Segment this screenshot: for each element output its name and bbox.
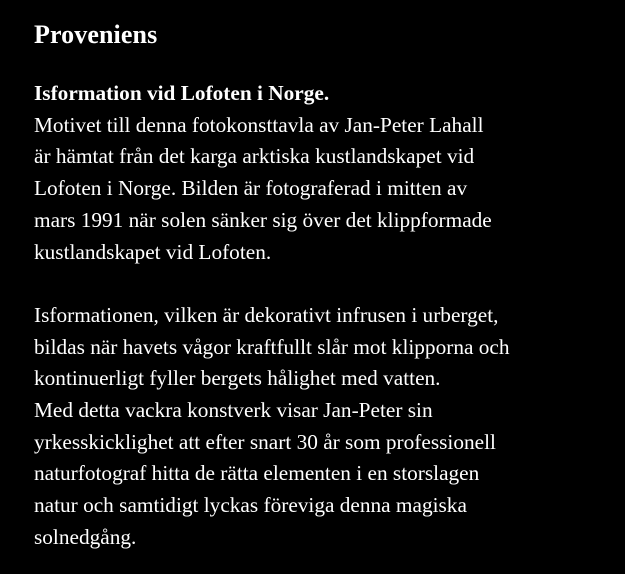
subtitle: Isformation vid Lofoten i Norge. (34, 81, 330, 105)
text-line: naturfotograf hitta de rätta elementen i en storslagen (34, 461, 480, 486)
text-line: kustlandskapet vid Lofoten. (34, 239, 272, 264)
text-line: natur och samtidigt lyckas föreviga denna magiska (34, 493, 467, 518)
text-line: Lofoten i Norge. Bilden är fotograferad i mitten av (34, 176, 468, 201)
text-line: solnedgång. (34, 524, 137, 549)
text-line: mars 1991 när solen sänker sig över det klippformade (34, 207, 492, 232)
text-line: är hämtat från det karga arktiska kustlandskapet vid (34, 144, 475, 169)
text-line: Med detta vackra konstverk visar Jan-Peter sin (34, 398, 433, 423)
paragraph-motif (34, 110, 605, 269)
paragraph-gap (34, 268, 605, 300)
text-line: Isformationen, vilken är dekorativt infrusen i urberget, (34, 302, 499, 327)
provenance-text (34, 78, 605, 554)
paragraph-ice-formation (34, 300, 605, 554)
page-title: Proveniens (34, 20, 158, 49)
text-line: yrkesskicklighet att efter snart 30 år som professionell (34, 429, 496, 454)
text-line: Motivet till denna fotokonsttavla av Jan-Peter Lahall (34, 112, 484, 137)
text-line: bildas när havets vågor kraftfullt slår mot klipporna och (34, 334, 510, 359)
text-line: kontinuerligt fyller bergets hålighet med vatten. (34, 366, 441, 391)
